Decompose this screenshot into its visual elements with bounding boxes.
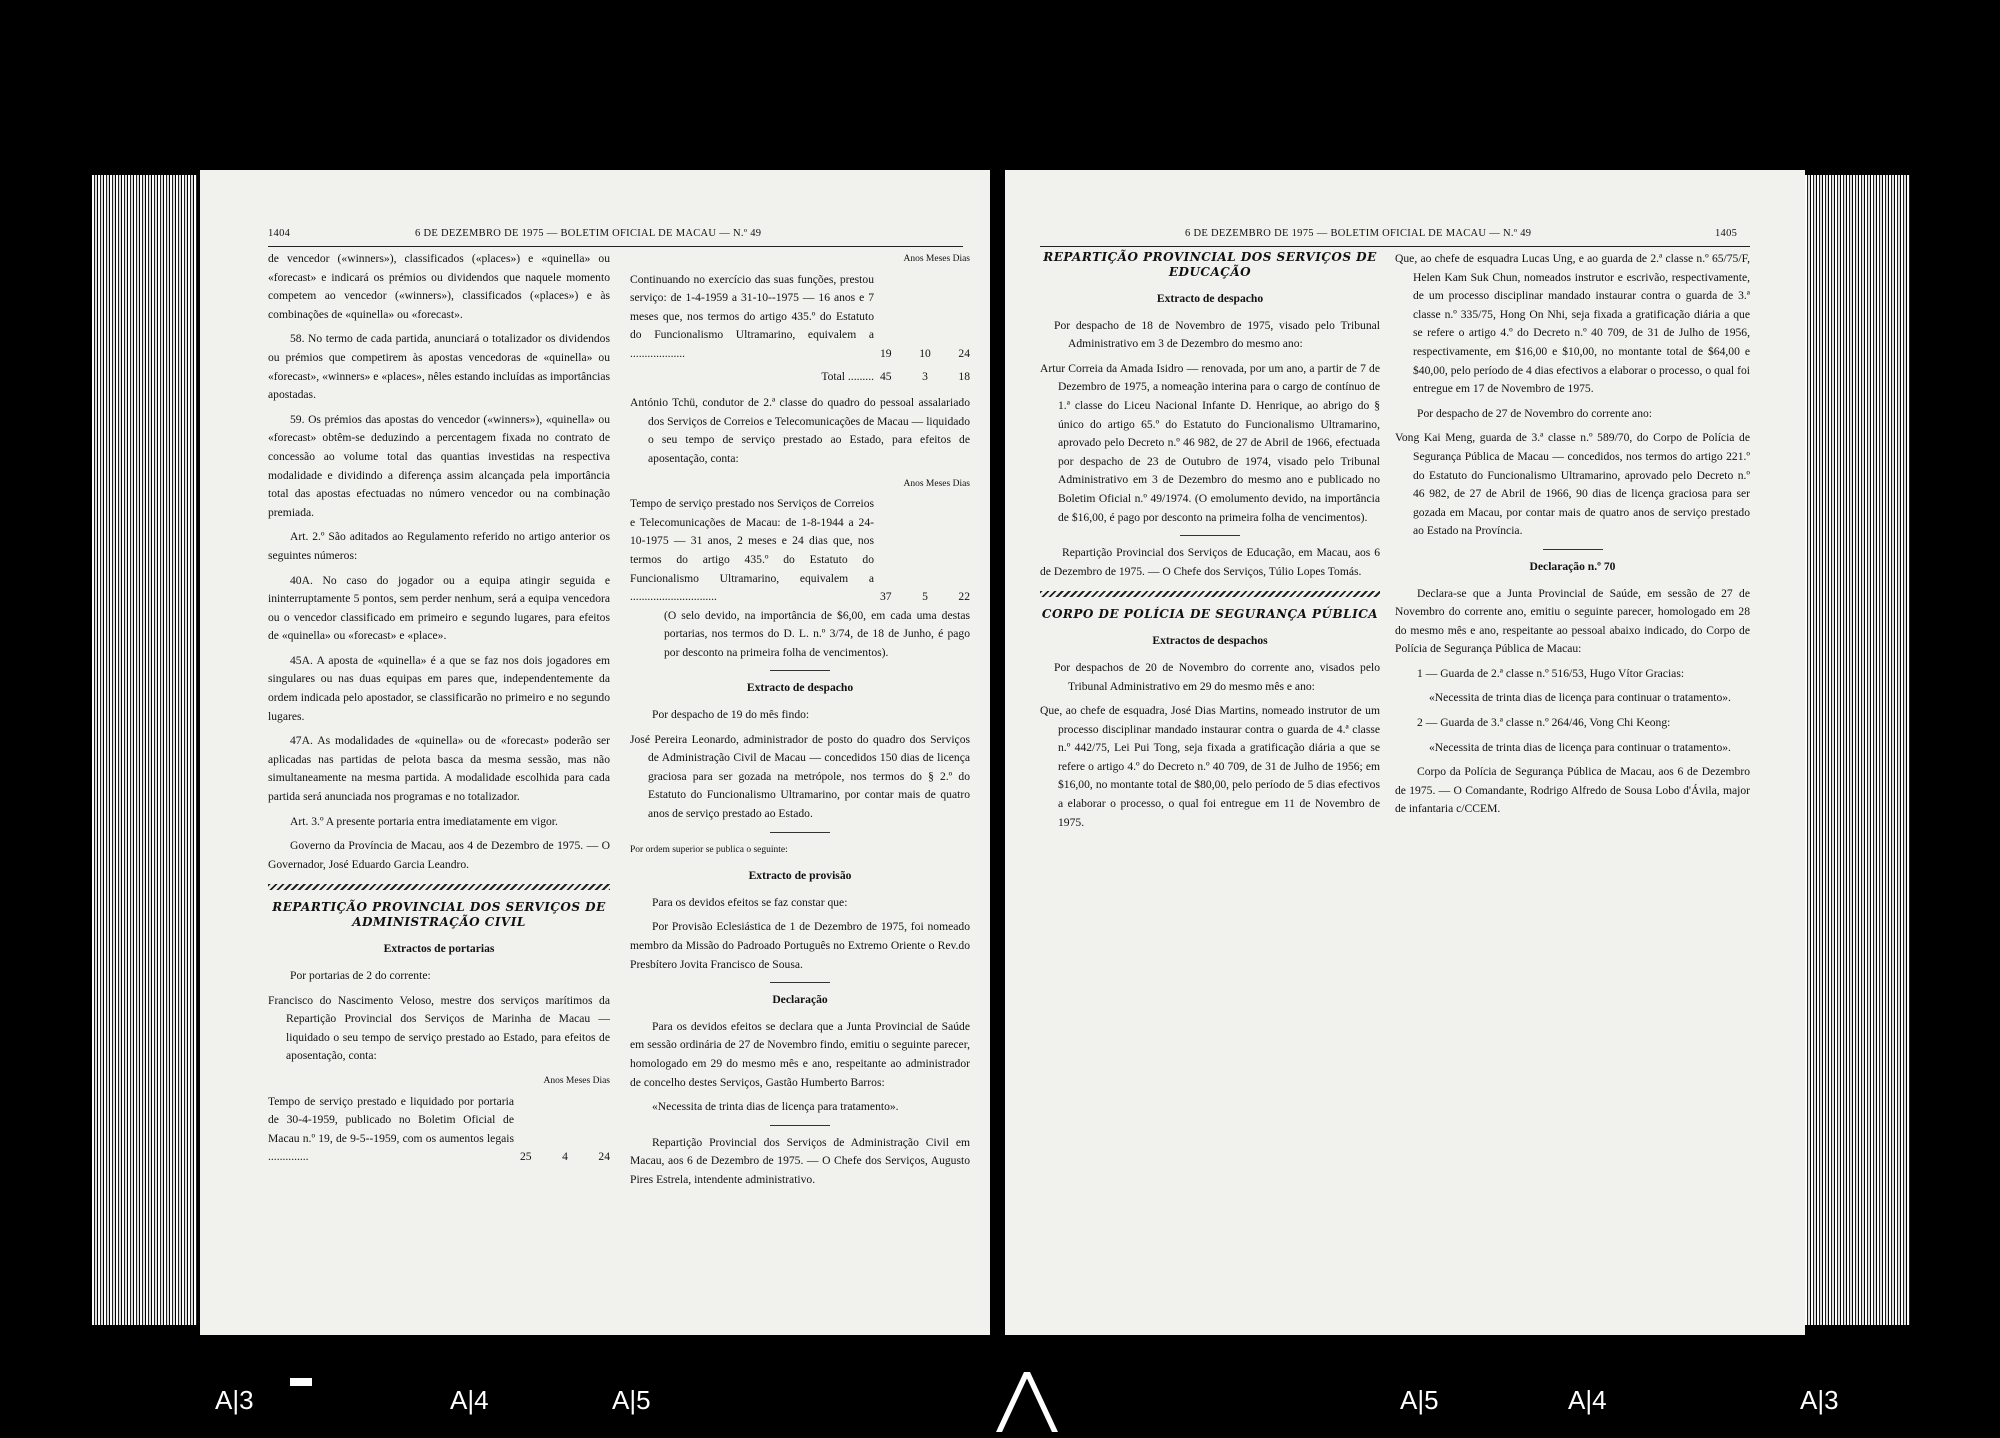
film-tag: A|5 [1400, 1385, 1439, 1415]
table-header: Anos Meses Dias [903, 478, 970, 489]
total-label: Total ......... [821, 369, 874, 383]
left-running-header: 6 DE DEZEMBRO DE 1975 — BOLETIM OFICIAL DE MACAU — N.º 49 [415, 228, 762, 239]
right-page [1005, 170, 1805, 1335]
paragraph: «Necessita de trinta dias de licença para continuar o tratamento». [1429, 740, 1731, 754]
days: 18 [958, 369, 970, 383]
months: 5 [922, 590, 928, 604]
paragraph: 58. No termo de cada partida, anunciará o totalizador os dividendos ou prémios que competirem às apostas vencedoras de «quinella» ou «forecast», «winners» e «places», nêles estando incluídas as importâncias apostadas. [268, 332, 610, 402]
left-header-rule [268, 246, 963, 247]
days: 24 [598, 1150, 610, 1164]
subheading: Extracto de despacho [1156, 292, 1264, 305]
paragraph: Por despacho de 18 de Novembro de 1975, visado pelo Tribunal Administrativo em 3 de Dezembro do mesmo ano: [1054, 318, 1380, 351]
right-header-rule [1040, 246, 1750, 247]
left-page-number: 1404 [268, 228, 291, 239]
left-column-2 [630, 248, 970, 1196]
section-divider [268, 884, 610, 890]
divider [1180, 535, 1240, 536]
paragraph: Por despacho de 27 de Novembro do corrente ano: [1417, 406, 1653, 420]
paragraph: Por despacho de 19 do mês findo: [652, 708, 810, 722]
months: 10 [919, 346, 931, 360]
table-row [630, 271, 970, 364]
section-heading: CORPO DE POLÍCIA DE SEGURANÇA PÚBLICA [1041, 607, 1379, 622]
film-tag: A|3 [215, 1385, 254, 1415]
page-stack-edge-right [1805, 175, 1910, 1325]
table-cell-text: Continuando no exercício das suas funções, prestou serviço: de 1-4-1959 a 31-10--1975 — 16 anos e 7 meses que, nos termos do artigo 435.º do Estatuto do Funcionalismo Ultramarino, equivalem a ................... [630, 272, 874, 360]
signature-paragraph: Corpo da Polícia de Segurança Pública de Macau, aos 6 de Dezembro de 1975. — O Comandante, Rodrigo Alfredo de Sousa Lobo d'Ávila, major de infantaria c/CCEM. [1395, 765, 1750, 816]
paragraph: de vencedor («winners»), classificados («places») e «quinella» ou «forecast» e indicará os prémios ou dividendos que naquele momento competem ao vencedor («winners»), classificados («places») e às combinações de «quinella» ou «forecast». [268, 252, 610, 321]
months: 4 [562, 1150, 568, 1164]
subheading: Extractos de despachos [1152, 634, 1268, 648]
table-header: Anos Meses Dias [543, 1075, 610, 1086]
table-row [630, 495, 970, 607]
divider [770, 670, 830, 671]
paragraph: Artur Correia da Amada Isidro — renovada, por um ano, a partir de 7 de Dezembro de 1975, a nomeação interina para o cargo de contínuo de 1.ª classe do Liceu Nacional Infante D. Henrique, ao abrigo do § único do artigo 65.º do Estatuto do Funcionalismo Ultramarino, aprovado pelo Decreto n.º 46 982, de 27 de Abril de 1966, efectuada por despacho de 23 de Outubro de 1974, visado pelo Tribunal Administrativo em 3 de Dezembro do mesmo ano e publicado no Boletim Oficial n.º 49/1974. (O emolumento devido, na importância de $16,00, é pago por desconto na primeira folha de vencimentos). [1040, 361, 1380, 524]
right-column-1 [1040, 250, 1380, 838]
months: 3 [922, 369, 928, 383]
film-notch-right [1024, 1372, 1058, 1432]
days: 22 [958, 590, 970, 604]
subheading: Extractos de portarias [383, 942, 495, 956]
signature-paragraph: Repartição Provincial dos Serviços de Educação, em Macau, aos 6 de Dezembro de 1975. — O Chefe dos Serviços, Túlio Lopes Tomás. [1040, 546, 1380, 578]
right-page-number: 1405 [1715, 228, 1738, 239]
table-cell-values [874, 271, 970, 364]
film-tag: A|3 [1800, 1385, 1839, 1415]
book-gutter [988, 165, 1006, 1340]
paragraph: Francisco do Nascimento Veloso, mestre dos serviços marítimos da Repartição Provincial dos Serviços de Marinha de Macau — liquidado o seu tempo de serviço prestado ao Estado, para efeitos de aposentação, conta: [268, 993, 610, 1063]
paragraph: Por Provisão Eclesiástica de 1 de Dezembro de 1975, foi nomeado membro da Missão do Padroado Português no Extremo Oriente o Rev.do Presbítero Jovita Francisco de Sousa. [630, 920, 970, 971]
section-divider [1040, 591, 1380, 597]
table-header: Anos Meses Dias [903, 254, 970, 264]
divider [770, 982, 830, 983]
right-column-2 [1395, 250, 1750, 825]
paragraph: Art. 3.º A presente portaria entra imediatamente em vigor. [290, 814, 558, 828]
paragraph: Que, ao chefe de esquadra, José Dias Martins, nomeado instrutor de um processo disciplinar mandado instaurar contra o guarda de 4.ª classe n.º 442/75, Lei Pui Tong, seja fixada a gratificação diária a que se refere o artigo 4.º do Decreto n.º 40 709, de 31 de Julho de 1956; em $16,00, no montante total de $80,00, pelo período de 5 dias efectivos a elaborar o processo, o qual foi entregue em 11 de Novembro de 1975. [1040, 704, 1380, 829]
paragraph: Por ordem superior se publica o seguinte: [630, 844, 788, 855]
paragraph: 2 — Guarda de 3.ª classe n.º 264/46, Vong Chi Keong: [1417, 716, 1671, 730]
table-total-row [630, 368, 970, 387]
paragraph: 45A. A aposta de «quinella» é a que se faz nos dois jogadores em singulares ou nas duas equipas em pares que, independentemente da ordem indicada pelo apostador, se classificarão no primeiro e no segundo lugares. [268, 653, 610, 723]
divider [1543, 549, 1603, 550]
signature-paragraph: Governo da Província de Macau, aos 4 de Dezembro de 1975. — O Governador, José Eduardo Garcia Leandro. [268, 839, 610, 871]
subheading: Extracto de despacho [746, 681, 854, 695]
table-row [268, 1093, 610, 1167]
paragraph: «Necessita de trinta dias de licença para tratamento». [652, 1100, 899, 1114]
paragraph: «Necessita de trinta dias de licença para continuar o tratamento». [1429, 691, 1731, 705]
years: 37 [880, 590, 892, 604]
left-page [200, 170, 990, 1335]
table-cell-text: Tempo de serviço prestado e liquidado por portaria de 30-4-1959, publicado no Boletim Oficial de Macau n.º 19, de 9-5--1959, com os aumentos legais .............. [268, 1094, 514, 1164]
paragraph: 59. Os prémios das apostas do vencedor («winners»), «quinella» ou «forecast» obtêm-se deduzindo a percentagem fixada no contrato de concessão ao volume total das quantias investidas na respectiva modalidade e dividindo a diferença assim alcançada pela importância total das apostas efectuadas no número vencedor ou na combinação premiada. [268, 412, 610, 519]
table-cell-values [514, 1093, 610, 1167]
paragraph: Para os devidos efeitos se faz constar que: [652, 895, 848, 909]
section-heading: REPARTIÇÃO PROVINCIAL DOS SERVIÇOS DE EDUCAÇÃO [1043, 250, 1377, 279]
years: 45 [880, 369, 892, 383]
subheading: Declaração n.º 70 [1529, 559, 1616, 573]
paragraph: Por despachos de 20 de Novembro do corrente ano, visados pelo Tribunal Administrativo em 29 do mesmo mês e ano: [1054, 660, 1380, 693]
table-cell-values [874, 495, 970, 607]
table-cell-values [874, 368, 970, 387]
film-notch-left [996, 1372, 1030, 1432]
film-mark [290, 1378, 312, 1386]
film-tag: A|4 [450, 1385, 489, 1415]
paragraph: 47A. As modalidades de «quinella» ou de «forecast» poderão ser aplicadas nas partidas de pelota basca da mesma sessão, mas não simultaneamente na mesma partida. A modalidade escolhida para cada partida será anunciada nos programas e no totalizador. [268, 734, 610, 804]
divider [770, 1125, 830, 1126]
paragraph: (O selo devido, na importância de $6,00, em cada uma destas portarias, nos termos do D. L. n.º 3/74, de 18 de Junho, é pago por desconto na primeira folha de vencimentos). [664, 608, 970, 659]
paragraph: Para os devidos efeitos se declara que a Junta Provincial de Saúde em sessão ordinária de 27 de Novembro findo, emitiu o seguinte parecer, homologado em 29 do mesmo mês e ano, respeitante ao administrador de concelho destes Serviços, Gastão Humberto Barros: [630, 1019, 970, 1089]
paragraph: Vong Kai Meng, guarda de 3.ª classe n.º 589/70, do Corpo de Polícia de Segurança Pública de Macau — concedidos, nos termos do artigo 221.º do Estatuto do Funcionalismo Ultramarino, aprovado pelo Decreto n.º 46 982, de 27 de Abril de 1966, 90 dias de licença graciosa para ser gozada em Macau, por contar mais de quatro anos de serviço prestado ao Estado na Província. [1395, 431, 1750, 538]
page-stack-edge-left [92, 175, 197, 1325]
film-tag: A|5 [612, 1385, 651, 1415]
divider [770, 832, 830, 833]
paragraph: Art. 2.º São aditados ao Regulamento referido no artigo anterior os seguintes números: [268, 530, 610, 562]
years: 25 [520, 1150, 532, 1164]
paragraph: António Tchü, condutor de 2.ª classe do quadro do pessoal assalariado dos Serviços de Correios e Telecomunicações de Macau — liquidado o seu tempo de serviço prestado ao Estado, para efeitos de aposentação, conta: [630, 396, 970, 465]
days: 24 [958, 346, 970, 360]
paragraph: 40A. No caso do jogador ou a equipa atingir seguida e ininterruptamente 5 pontos, sem perder nenhum, será a equipa vencedora ou o vencedor classificado em primeiro e segundo lugares, para efeitos de «quinella» ou «forecast» e «place». [268, 573, 610, 643]
subheading: Extracto de provisão [748, 869, 852, 883]
subheading: Declaração [772, 993, 828, 1007]
table-cell-text: Tempo de serviço prestado nos Serviços de Correios e Telecomunicações de Macau: de 1-8-1944 a 24-10-1975 — 31 anos, 2 meses e 24 dias que, nos termos do artigo 435.º do Estatuto do Funcionalismo Ultramarino, equivalem a .............................. [630, 497, 874, 604]
years: 19 [880, 346, 892, 360]
signature-paragraph: Repartição Provincial dos Serviços de Administração Civil em Macau, aos 6 de Dezembro de 1975. — O Chefe dos Serviços, Augusto Pires Estrela, intendente administrativo. [630, 1135, 970, 1186]
section-heading: REPARTIÇÃO PROVINCIAL DOS SERVIÇOS DE ADMINISTRAÇÃO CIVIL [272, 900, 606, 930]
paragraph: Declara-se que a Junta Provincial de Saúde, em sessão de 27 de Novembro do corrente ano, emitiu o seguinte parecer, homologado em 28 do mesmo mês e ano, respeitante ao pessoal abaixo indicado, do Corpo de Polícia de Segurança Pública de Macau: [1395, 586, 1750, 656]
left-column-1 [268, 250, 610, 1167]
paragraph: 1 — Guarda de 2.ª classe n.º 516/53, Hugo Vítor Gracias: [1417, 666, 1685, 680]
film-tag: A|4 [1568, 1385, 1607, 1415]
paragraph: Por portarias de 2 do corrente: [290, 969, 431, 982]
paragraph: José Pereira Leonardo, administrador de posto do quadro dos Serviços de Administração Civil de Macau — concedidos 150 dias de licença graciosa para ser gozada na metrópole, nos termos do § 2.º do Estatuto do Funcionalismo Ultramarino, por contar mais de quatro anos de serviço prestado ao Estado. [630, 732, 970, 821]
right-running-header: 6 DE DEZEMBRO DE 1975 — BOLETIM OFICIAL DE MACAU — N.º 49 [1185, 228, 1532, 239]
paragraph: Que, ao chefe de esquadra Lucas Ung, e ao guarda de 2.ª classe n.º 65/75/F, Helen Kam Suk Chun, nomeados instrutor e escrivão, respectivamente, de um processo disciplinar mandado instaurar contra o guarda de 3.ª classe n.º 335/75, Hong On Nhi, seja fixada a gratificação diária a que se refere o artigo 4.º do Decreto n.º 40 709, de 31 de Julho de 1956, respectivamente, em $16,00 e $10,00, no montante total de $64,00 e $40,00, pelo período de 4 dias efectivos a elaborar o processo, o qual foi entregue em 17 de Novembro de 1975. [1395, 252, 1750, 396]
